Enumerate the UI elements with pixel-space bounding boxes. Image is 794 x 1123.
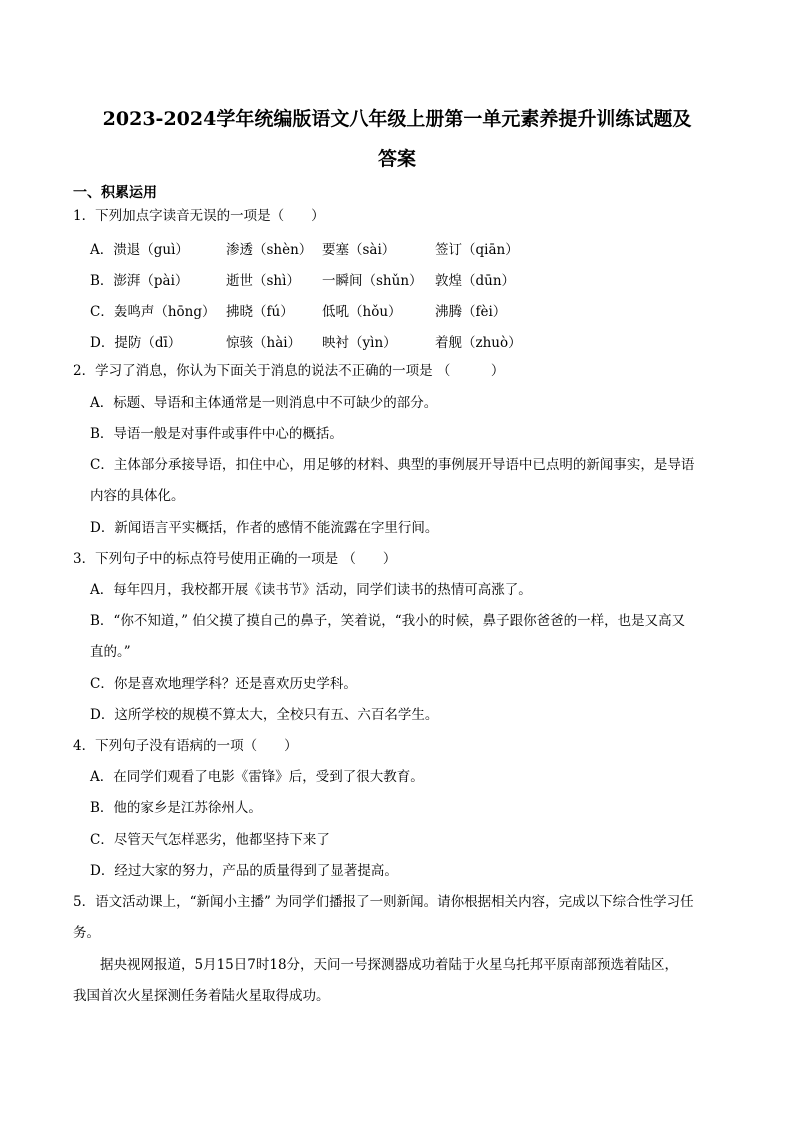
option-cell: 映衬（yìn） (322, 335, 397, 351)
document-title-line-1: 2023-2024学年统编版语文八年级上册第一单元素养提升训练试题及 (102, 108, 692, 130)
option-cell: D．提防（dī） (90, 335, 182, 351)
question-2-option-a: A．标题、导语和主体通常是一则消息中不可缺少的部分。 (90, 395, 438, 411)
question-4-option-b: B．他的家乡是江苏徐州人。 (90, 800, 262, 816)
question-3-option-a: A．每年四月，我校都开展《读书节》活动，同学们读书的热情可高涨了。 (90, 582, 532, 598)
option-cell: A．溃退（guì） (90, 242, 189, 258)
question-2-option-c: C．主体部分承接导语，扣住中心，用足够的材料、典型的事例展开导语中已点明的新闻事实，是导语 (90, 457, 695, 473)
option-cell: 惊骇（hài） (226, 335, 302, 351)
question-4-stem: 4．下列句子没有语病的一项（ ） (73, 738, 298, 754)
option-cell: 低吼（hǒu） (322, 304, 402, 320)
option-cell: 拂晓（fú） (226, 304, 294, 320)
question-2-option-d: D．新闻语言平实概括，作者的感情不能流露在字里行间。 (90, 520, 439, 536)
question-4-option-d: D．经过大家的努力，产品的质量得到了显著提高。 (90, 863, 398, 879)
question-2-stem: 2．学习了消息，你认为下面关于消息的说法不正确的一项是 （ ） (73, 363, 505, 379)
document-title-line-2: 答案 (377, 148, 416, 170)
section-heading: 一、积累运用 (73, 185, 157, 201)
option-cell: B．澎湃（pài） (90, 273, 189, 289)
question-4-option-c: C．尽管天气怎样恶劣，他都坚持下来了 (90, 832, 330, 848)
question-5-stem: 5．语文活动课上，“新闻小主播” 为同学们播报了一则新闻。请你根据相关内容，完成以下综合性学习任 (73, 894, 694, 910)
question-3-stem: 3．下列句子中的标点符号使用正确的一项是 （ ） (73, 551, 397, 567)
question-3-option-d: D．这所学校的规模不算太大，全校只有五、六百名学生。 (90, 707, 439, 723)
question-2-option-b: B．导语一般是对事件或事件中心的概括。 (90, 426, 343, 442)
option-cell: 着舰（zhuò） (435, 335, 522, 351)
news-paragraph-line-2: 我国首次火星探测任务着陆火星取得成功。 (73, 988, 330, 1004)
question-4-option-a: A．在同学们观看了电影《雷锋》后，受到了很大教育。 (90, 769, 424, 785)
question-1-stem: 1．下列加点字读音无误的一项是（ ） (73, 208, 325, 224)
option-cell: 一瞬间（shǔn） (322, 273, 423, 289)
question-3-option-b-continued: 直的。” (90, 644, 131, 660)
option-cell: 沸腾（fèi） (435, 304, 507, 320)
news-paragraph-line-1: 据央视网报道，5月15日7时18分，天问一号探测器成功着陆于火星乌托邦平原南部预选着陆区， (100, 957, 679, 973)
question-3-option-b: B．“你不知道，” 伯父摸了摸自己的鼻子，笑着说，“我小的时候，鼻子跟你爸爸的一样，也是又高又 (90, 613, 686, 629)
option-cell: 渗透（shèn） (226, 242, 313, 258)
option-cell: 要塞（sài） (322, 242, 396, 258)
option-cell: C．轰鸣声（hōng） (90, 304, 216, 320)
question-5-stem-continued: 务。 (73, 925, 100, 941)
option-cell: 签订（qiān） (435, 242, 519, 258)
option-cell: 逝世（shì） (226, 273, 300, 289)
question-2-option-c-continued: 内容的具体化。 (90, 488, 185, 504)
question-3-option-c: C．你是喜欢地理学科？还是喜欢历史学科。 (90, 676, 357, 692)
option-cell: 敦煌（dūn） (435, 273, 516, 289)
